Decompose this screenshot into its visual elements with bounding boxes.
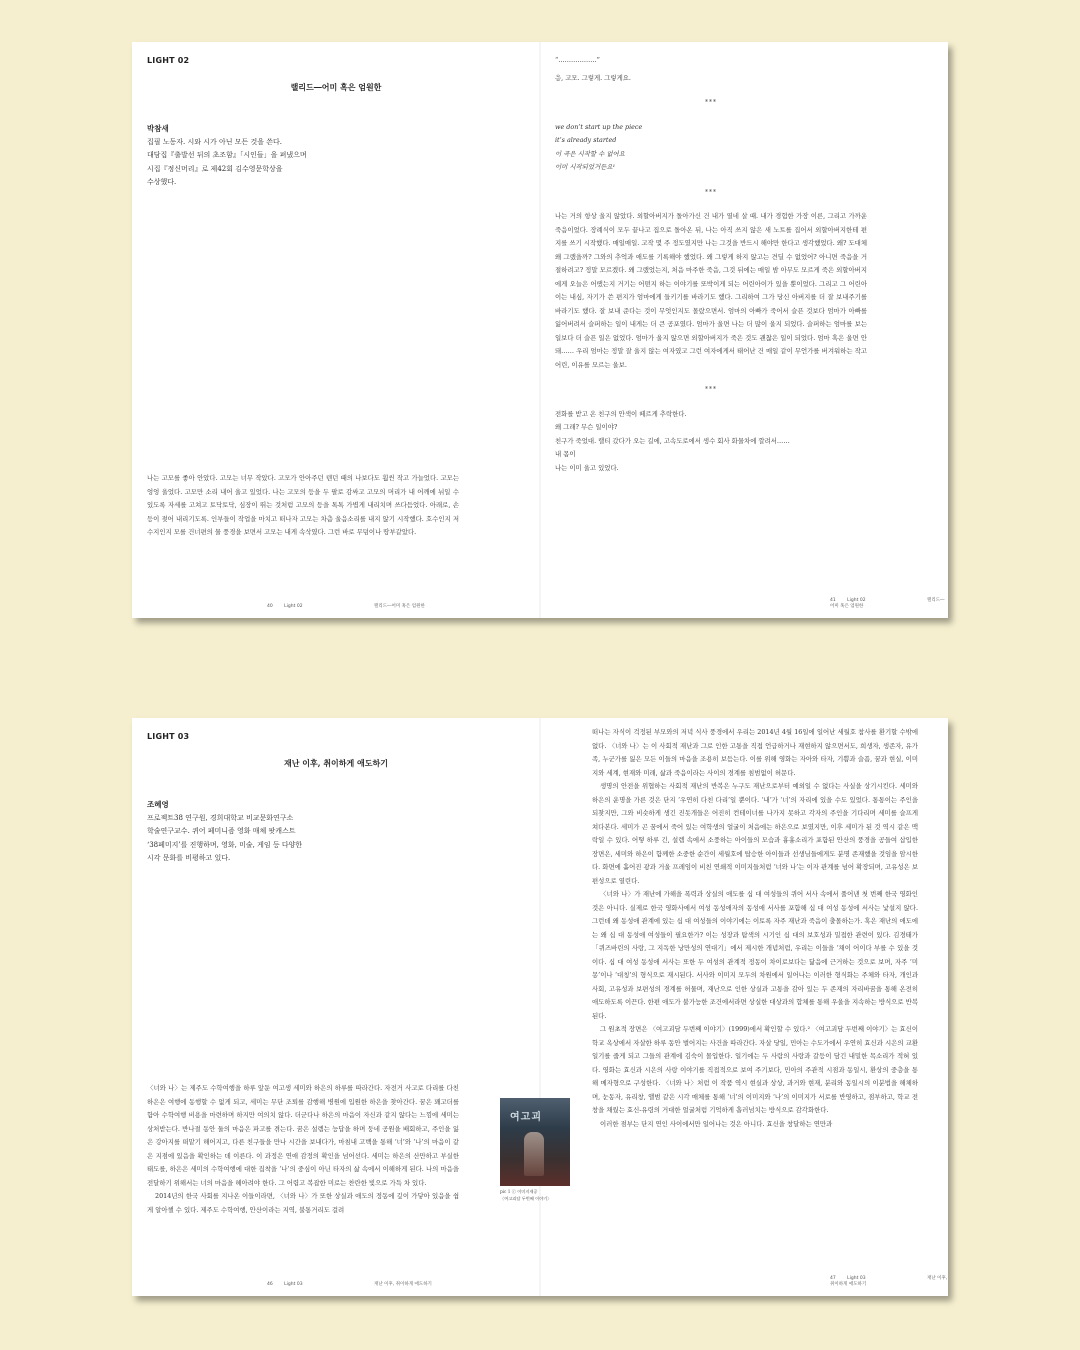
book-spread-light-02 — [132, 42, 948, 618]
book-spread-light-03 — [132, 718, 948, 1296]
section-break: *** — [705, 99, 717, 106]
author-bio-line: 시집『정신머리』로 제42회 김수영문학상을 — [147, 164, 283, 173]
poem-line-ko: 이 곡은 시작할 수 없어요 — [555, 149, 625, 158]
folio-section: Light 03 — [847, 1276, 866, 1281]
figure — [500, 1098, 580, 1202]
left-page — [132, 42, 540, 618]
folio-title: 재난 이후, 취이하게 애도하기 — [830, 1276, 948, 1287]
dialogue-line: 왜 그래? 무슨 일이야? — [555, 423, 618, 431]
author-name: 조혜영 — [147, 800, 169, 809]
author-name: 박참새 — [147, 124, 169, 133]
section-break: *** — [705, 386, 717, 393]
folio — [267, 603, 435, 609]
left-page — [132, 718, 540, 1296]
folio-section: Light 02 — [284, 604, 303, 609]
folio — [830, 1275, 948, 1287]
author-bio-line: 학술연구교수. 퀴어 페미니즘 영화 매체 팟캐스트 — [147, 827, 296, 835]
article-title: 재난 이후, 취이하게 애도하기 — [284, 758, 388, 768]
body-text — [147, 472, 459, 540]
folio — [830, 597, 948, 609]
caption-line: pic 1 ⓒ 이미지제공 — [500, 1189, 538, 1194]
section-label: LIGHT 03 — [147, 732, 190, 741]
author-bio-line: 프로젝트38 연구원, 경희대학교 비교문화연구소 — [147, 813, 294, 822]
body-text — [147, 1082, 459, 1217]
poem-line-en: it’s already started — [555, 136, 617, 144]
paragraph: 〈너와 나〉는 제주도 수학여행을 하루 앞둔 여고생 세미와 하은의 하루를 따라간다. 자전거 사고로 다리를 다친 하은은 여행에 동행할 수 없게 되고, 세미는 무단 조퇴를 감행해 병원에 입원한 하은을 찾아간다. 꿈은 꽤고더를 함아 수학여행 비용을 마련하며 하지만 여의치 않다. 더군다나 하은의 마음이 자신과 같지 않다는 느낌에 세미는 상처받는다. 반나절 동안 둘의 마음은 파고를 겪는다. 꿈은 설렘는 능답을 하며 둥네 공원을 배회하고, 주인을 잃은 강아지를 떠맡기 해어지고, 다른 친구들을 만나 시간을 보내다가, 마침내 고백을 통해 ‘너’와 ‘나’의 마음이 같은 지점에 있음을 확인하는 데 이른다. 이 과정은 연애 감정의 확인을 넘어선다. 세미는 하은의 산만하고 부실한 태도를, 하은은 세미의 수학여행에 대한 집착을 ‘나’의 중심이 아닌 타자의 삶 속에서 이해하게 된다. 나의 마음을 전달하기 위해서는 너의 마음을 헤아려야 한다. 그 어렵고 복잡한 미로는 찬란한 빛으로 가득 차 있다. — [147, 1084, 459, 1187]
poster-figure — [524, 1132, 544, 1176]
section-break: *** — [705, 188, 717, 196]
folio — [267, 1281, 442, 1287]
paragraph: 나는 거의 항상 울지 않았다. 외할아버지가 돌아가신 건 내가 열네 살 때. 내가 경험한 가장 이른, 그리고 가까운 죽음이었다. 장례식이 모두 끝나고 집으로 돌아온 뒤, 나는 아직 쓰지 않은 새 노트를 집어서 외할아버지한테 편지를 쓰기 시작했다. 매일매일. 고작 몇 주 정도였지만 나는 그것을 반드시 해야만 한다고 생각했었다. 왜? 도대체 왜 그랬을까? 그와의 추억과 애도를 기록해야 했었다. 왜 그렇게 하지 않고는 견딜 수 없었어? 아니면 죽음을 거절하려고? 정말 모르겠다. 왜 그랬었는지, 처음 마주한 죽음, 그것 뒤에는 매일 밤 아무도 모르게 죽은 외할아버지에게 오늘은 어땠는지 거기는 어떤지 하는 이야기를 또박이게 되는 어린아이가 있을 뿐이었다. 그리고 그 어린아이는 내심, 자기가 쓴 편지가 엄마에게 들키기를 바라기도 했다. 그리하여 그가 당신 아버지를 더 잘 보내주기를 바라기도 했다. 잘 보내 준다는 것이 무엇인지도 몰랐으면서. 엄마의 아빠가 죽어서 슬픈 것보다 엄마가 아빠를 잃어버려서 슬퍼하는 일이 내게는 더 큰 공포였다. 엄마가 울면 나는 더 많이 울지 되었다. 슬퍼하는 엄마를 보는 일보다 더 슬픈 일은 없었다. 엄마가 울지 않으면 외할아버지가 죽은 것도 괜찮은 일이 되었다. 엄마 혹은 울면 안 돼…… 우리 엄마는 정말 잘 울지 않는 여자였고 그런 여자에게서 태어난 건 매일 같이 무언가를 버겨워하는 작고 어린, 이유를 모르는 울보. — [555, 212, 867, 369]
dialogue-line: 나는 이미 울고 있었다. — [555, 463, 619, 472]
section-label: LIGHT 02 — [147, 56, 190, 65]
paragraph: 2014년의 한국 사회를 지나온 이들이라면, 〈너와 나〉가 또한 상실과 애도의 정동에 깊이 가닿아 있음을 쉽게 알아챌 수 있다. 제주도 수학여행, 안산이라는 지역, 불통거리도 걸려 — [147, 1192, 459, 1214]
folio-section: Light 02 — [847, 598, 866, 603]
paragraph: 나는 고모를 좋아 안았다. 고모는 너무 작았다. 고모가 안아주던 텐던 때의 나보다도 훨씬 작고 가늘었다. 고모는 엉엉 울었다. 고모만 소리 내어 울고 있었다. 나는 고모의 등을 두 팔로 감싸고 고모의 머리가 내 어깨에 뉘일 수 있도록 자세를 고쳐고 토닥토닥, 심장이 뛰는 것처럼 고모의 등을 톡톡 가볍게 내리치며 쓰다듬었다. 아래로, 손등이 젖어 내리기도록. 인부들이 작업을 마치고 떠나자 고모는 차츰 울음소리를 내지 않기 시작했다. 호수인지 저수지인지 모를 건너편의 물 풍경을 보면서 고모는 내게 속삭였다. 그런 바로 무덤이나 땅부같았다. — [147, 474, 459, 536]
page-number: 46 — [267, 1282, 273, 1287]
dialogue-line: 친구가 죽었대. 랠티 갔다가 오는 길에, 고속도로에서 생수 회사 화물차에 깔려서…… — [555, 436, 790, 445]
author-block — [147, 122, 337, 190]
poem-line-en: we don’t start up the piece — [555, 122, 643, 131]
author-bio-line: 수상했다. — [147, 178, 177, 186]
quote-line: “………………” — [555, 56, 600, 64]
dialogue-line: 응, 고모. 그렇게. 그렇게요. — [555, 73, 631, 82]
film-poster-image — [500, 1098, 570, 1186]
paragraph: 그 원초적 장면은 〈여고괴담 두번째 이야기〉(1999)에서 확인할 수 있다.² 〈여고괴담 두번째 이야기〉는 효신이 학교 옥상에서 자살한 하루 동안 벌어지는 사건을 따라간다. 자살 당일, 민아는 수도가에서 우연히 효신과 시은의 교환 일기를 줍게 되고 그들의 관계에 김숙이 몰입한다. 일기에는 두 사람의 사랑과 갈등이 담긴 내밀한 목소리가 적혀 있다. 영화는 효신과 시은의 사랑 이야기를 직접적으로 보여 주기보다, 민아의 주관적 시점과 동일시, 환상의 중층을 통해 메자형으로 구성한다. 〈너와 나〉처럼 이 작품 역시 현실과 상상, 과거와 현재, 분리와 동일시의 이분법을 해체하며, 눈동자, 유리창, 앨범 같은 시각 매체를 통해 ‘너’의 이미지와 ‘나’의 이미지가 서로를 반영하고, 점부하고, 학교 전창을 채웠는 효신-유령의 거대한 얼굴처럼 기억하게 흡러넘치는 방식으로 감각화한다. — [592, 1025, 918, 1114]
page-number: 47 — [830, 1276, 836, 1281]
body-text — [592, 726, 918, 1131]
poster-title: 여고괴 — [510, 1112, 542, 1123]
author-bio-line: 집필 노동자. 시와 시가 아닌 모든 것을 쓴다. — [147, 137, 282, 146]
folio-section: Light 03 — [284, 1282, 303, 1287]
dialogue-line: 전화를 받고 온 친구의 안색이 떼르게 추락한다. — [555, 409, 687, 418]
right-page — [500, 718, 948, 1296]
paragraph: 〈너와 나〉가 재난에 가해을 폭력과 상실의 애도를 십 대 여성들의 퀴어 서사 속에서 풀어낸 첫 번째 한국 영화인 것은 아니다. 실제로 한국 영화사에서 여성 동성애자의 동성애 서사를 포함해 십 대 여성 동성에 서사는 낯설지 않다. 그런데 왜 동성애 관계에 있는 십 대 여성들의 이야기에는 이토록 자주 재난과 죽음이 출몰하는가. 혹은 재난의 애도에는 왜 십 대 동성애 여성들이 필요한가? 이는 성장과 탐색의 시기인 십 대의 보호성과 밀접한 관련이 있다. 김경태가 「퀴즈바린의 사랑, 그 지독한 낭만성의 연대기」에서 제시한 개념처럼, 우리는 이들을 ‘채이 어이다 부를 수 있을 것이다. 십 대 여성 동성애 서사는 또한 두 여성의 관계적 정동이 차이로보다는 닮음에 근거하는 것으로 보며, 자주 ‘미몽’이나 ‘대칭’의 형식으로 재시된다. 서사와 이미지 모두의 차원에서 일어나는 이러한 형식화는 주체와 타자, 개인과 사회, 고유성과 보편성의 경계를 허물며, 재난으로 인한 상실과 고통을 감아 있는 두 존재의 자리바꿈을 통해 온전히 애도하도록 이끈다. 한편 애도가 불가능한 조건에서라면 상실한 대상과의 합체를 통해 우울을 지속하는 방식으로 반복된다. — [592, 890, 918, 1020]
folio-title: 랠리드―어미 혹은 엄원한 — [830, 598, 945, 609]
page-number: 40 — [267, 604, 273, 609]
body-text — [555, 54, 867, 475]
author-block — [147, 798, 337, 866]
paragraph: 생명의 안전을 위협하는 사회적 재난의 반복은 누구도 재난으로부터 예외일 수 없다는 사실을 상기시킨다. 세미와 하은의 운명을 가른 것은 단지 ‘우연히 다친 다리’일 뿐이다. ‘내’가 ‘너’의 자리에 있을 수도 있었다. 통통이는 주인을 되찾지만, 그와 비슷하게 생긴 진돗개들은 어진히 컨테이너를 나가지 못하고 각자의 주인을 기다리며 세미를 슬프게 쳐다본다. 세미가 곤 꿈에서 죽어 있는 여학생의 얼굴이 처음에는 하은으로 보였지만, 이후 세미가 된 것 역시 같은 맥락일 수 있다. 어떻 하루 긴, 설렘 속에서 소풍하는 아이들의 모습과 흉흉소리가 포함된 안산의 풍경을 공들여 삽입한 장면은, 세미와 하은이 함께한 소중한 순간이 세월호에 탑승한 아이들과 선생님들에게도 분명 존재했을 것임을 암시한다. 화면에 흩어진 광과 거울 프레임이 비친 연쇄적 이미지들처럼 ‘너와 나’는 이자 관계를 넘어 확장되며, 고유성은 보편성으로 열린다. — [592, 782, 918, 885]
right-page — [540, 42, 948, 618]
paragraph: 이러한 점부는 단지 연인 사이에서만 일어나는 것은 아니다. 효신을 창달하는 연만과 — [600, 1119, 833, 1128]
page-number: 41 — [830, 598, 836, 603]
dialogue-line: 내 몸이 — [555, 450, 576, 458]
folio-title: 재난 이후, 취이하게 애도하기 — [374, 1282, 432, 1287]
figure-caption — [500, 1188, 580, 1202]
paragraph: 떠나는 자식이 걱정된 부모와의 저녁 식사 풍경에서 우리는 2014년 4월 16일에 일어난 세월호 참사를 환기할 수밖에 없다. 〈너와 나〉는 이 사회적 재난과 그로 인한 고통을 직접 언급하거나 재현하지 않으면서도, 희생자, 생존자, 유가족, 누군가를 잃은 모든 이들의 마음을 조용히 보듬는다. 이를 위해 영화는 자아와 타자, 기쁨과 슬픔, 꿈과 현실, 이미지와 세계, 현재와 미래, 삶과 죽음이라는 사이의 경계를 침범없이 허문다. — [592, 728, 918, 777]
author-bio-line: 대담집『출발선 뒤의 초조함』「시인들」을 펴냈으며 — [147, 151, 307, 159]
caption-line: 〈여고괴담 두번째 이야기〉 — [500, 1196, 552, 1201]
author-bio-line: 시각 문화를 비평하고 있다. — [147, 854, 231, 862]
folio-title: 랠리드―어미 혹은 엄원한 — [374, 604, 425, 609]
author-bio-line: ‘38페미지’를 진행하며, 영화, 미술, 게임 등 다양한 — [147, 840, 303, 849]
poem-line-ko: 이미 시작되었거든요¹ — [555, 163, 616, 171]
article-title: 랠리드―어미 혹은 엄원한 — [290, 82, 382, 92]
